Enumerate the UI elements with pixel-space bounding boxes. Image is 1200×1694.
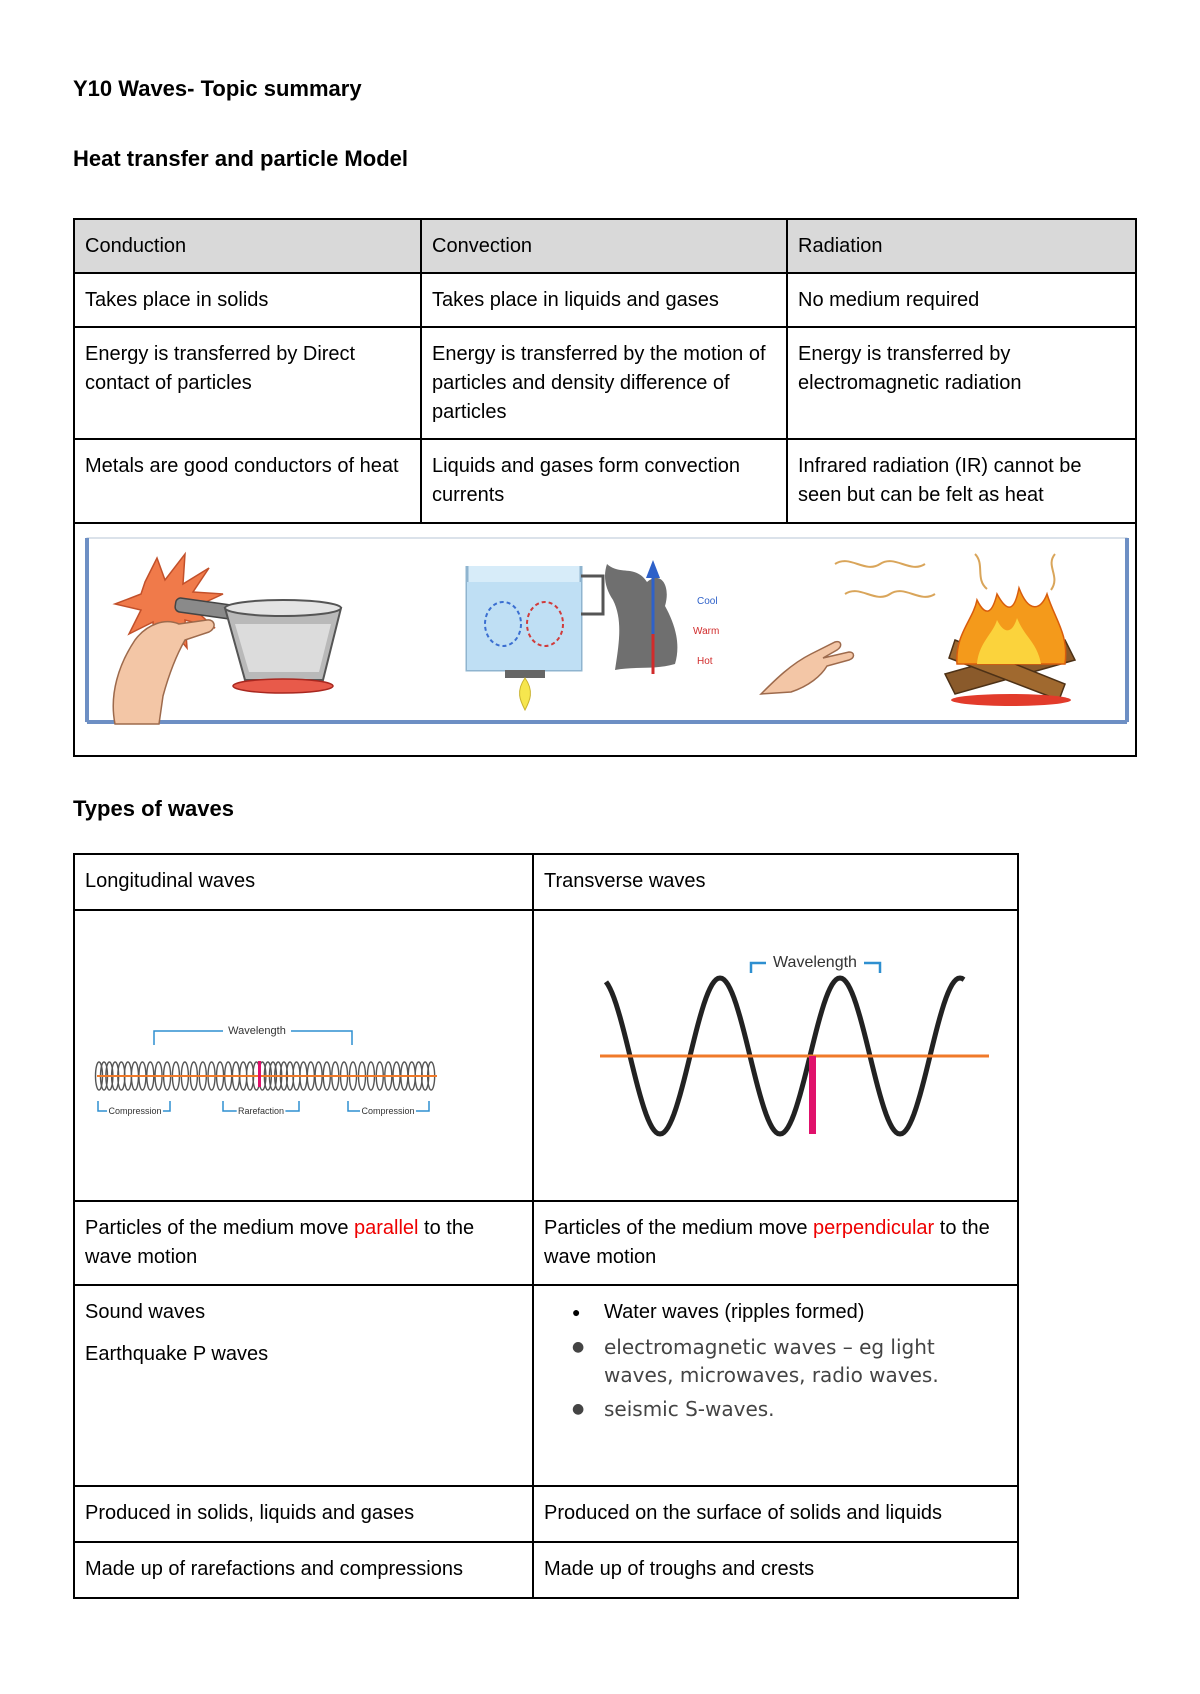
list-item: ● Water waves (ripples formed) [604, 1298, 1007, 1327]
longitudinal-motion-cell [74, 1201, 533, 1285]
highlight-parallel: parallel [354, 1217, 419, 1239]
transverse-examples-list [544, 1298, 1007, 1423]
compression-label: Compression [108, 1106, 162, 1116]
motion-text: to the wave motion [544, 1217, 990, 1268]
illustration-row [74, 523, 1136, 756]
heat-transfer-illustration-svg [75, 524, 1133, 746]
section-heading-heat-transfer: Heat transfer and particle Model [73, 146, 408, 171]
table-row [74, 273, 1136, 327]
header-transverse: Transverse waves [533, 854, 1018, 910]
table-cell: Energy is transferred by Direct contact of particles [74, 327, 421, 439]
heat-transfer-illustration [74, 523, 1136, 756]
table-cell: Takes place in solids [74, 273, 421, 327]
highlight-perpendicular: perpendicular [813, 1217, 935, 1239]
table-cell: Produced in solids, liquids and gases [74, 1486, 533, 1542]
heat-transfer-table [73, 218, 1137, 757]
particle-displacement-marker [809, 1056, 816, 1134]
rarefaction-label: Rarefaction [237, 1106, 285, 1116]
table-row [74, 1285, 1018, 1486]
table-cell: Produced on the surface of solids and liquids [533, 1486, 1018, 1542]
table-header-row [74, 219, 1136, 273]
list-item: ● electromagnetic waves – eg light waves, microwaves, radio waves. [604, 1333, 1007, 1389]
example-p-waves: Earthquake P waves [85, 1343, 269, 1365]
transverse-motion-cell [533, 1201, 1018, 1285]
longitudinal-wave-svg [75, 911, 530, 1191]
motion-text: Particles of the medium move [544, 1217, 813, 1239]
table-row [74, 1486, 1018, 1542]
label-warm: Warm [693, 626, 720, 637]
header-conduction: Conduction [74, 219, 421, 273]
header-radiation: Radiation [787, 219, 1136, 273]
transverse-examples-cell [533, 1285, 1018, 1486]
header-convection: Convection [421, 219, 787, 273]
table-row [74, 327, 1136, 439]
table-row [74, 439, 1136, 523]
compression-label-right: Compression [361, 1106, 415, 1116]
table-cell: Made up of troughs and crests [533, 1542, 1018, 1598]
wavelength-label: Wavelength [773, 954, 857, 971]
diagram-row [74, 910, 1018, 1201]
table-cell: Made up of rarefactions and compressions [74, 1542, 533, 1598]
table-cell: Takes place in liquids and gases [421, 273, 787, 327]
example-sound-waves: Sound waves [85, 1301, 206, 1323]
page-title: Y10 Waves- Topic summary [73, 76, 362, 101]
table-row [74, 1201, 1018, 1285]
longitudinal-wave-diagram [74, 910, 533, 1201]
wavelength-label: Wavelength [228, 1025, 286, 1037]
list-item: ● seismic S-waves. [604, 1395, 1007, 1423]
label-cool: Cool [697, 596, 718, 607]
header-longitudinal: Longitudinal waves [74, 854, 533, 910]
table-cell: Metals are good conductors of heat [74, 439, 421, 523]
table-header-row [74, 854, 1018, 910]
table-cell: Energy is transferred by electromagnetic radiation [787, 327, 1136, 439]
table-cell: Infrared radiation (IR) cannot be seen but can be felt as heat [787, 439, 1136, 523]
longitudinal-examples-cell [74, 1285, 533, 1486]
motion-text: to the wave motion [85, 1217, 475, 1268]
table-cell: Liquids and gases form convection currents [421, 439, 787, 523]
transverse-wave-diagram [533, 910, 1018, 1201]
label-hot: Hot [697, 656, 713, 667]
section-heading-types-of-waves: Types of waves [73, 796, 234, 821]
table-cell: No medium required [787, 273, 1136, 327]
types-of-waves-table [73, 853, 1019, 1599]
particle-marker [258, 1061, 261, 1087]
motion-text: Particles of the medium move [85, 1217, 354, 1239]
table-row [74, 1542, 1018, 1598]
table-cell: Energy is transferred by the motion of particles and density difference of particles [421, 327, 787, 439]
transverse-wave-svg [534, 911, 1015, 1191]
